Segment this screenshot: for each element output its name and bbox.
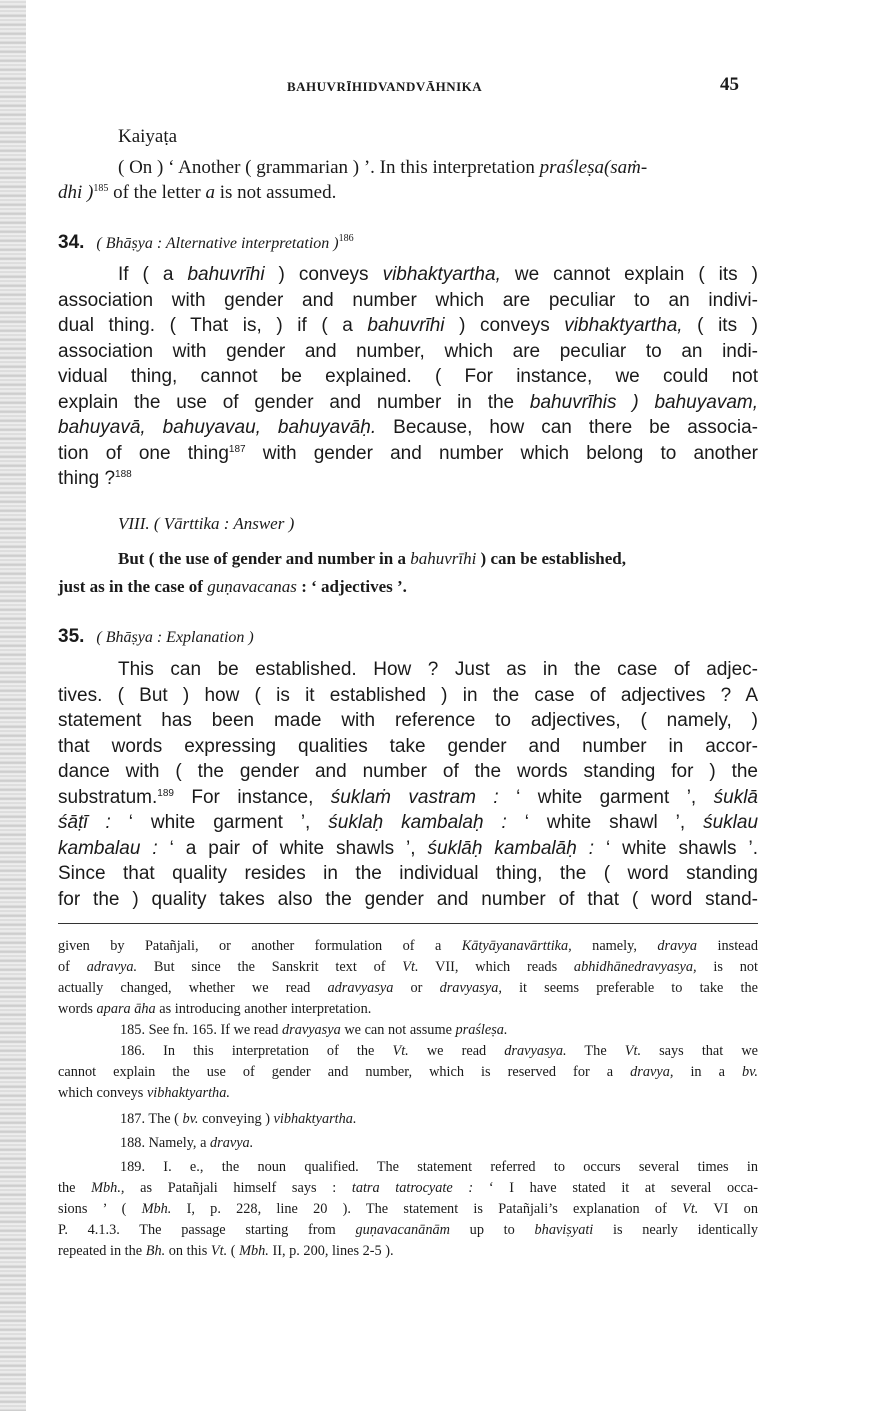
text: is not bbox=[696, 959, 758, 975]
term: abhidhānedravyasya, bbox=[573, 959, 697, 975]
term: dravyasya bbox=[281, 1022, 341, 1038]
text: 187. The ( bbox=[120, 1111, 183, 1127]
text: we can not assume bbox=[340, 1022, 456, 1038]
fn-cont-line-4 bbox=[58, 999, 758, 1020]
section-number: 34. bbox=[58, 232, 85, 253]
kaiyata-section bbox=[58, 124, 758, 205]
text: thing ? bbox=[58, 468, 116, 489]
text: If ( a bbox=[118, 264, 188, 285]
footnote-186-line-3 bbox=[58, 1083, 758, 1104]
term: praśleṣa. bbox=[455, 1022, 508, 1038]
varttika-line-2 bbox=[58, 573, 758, 601]
term: śuklau bbox=[703, 812, 759, 833]
text: ‘ a pair of white shawls ’, bbox=[157, 837, 428, 859]
footnote-189-line-3 bbox=[58, 1199, 758, 1220]
section-35-heading bbox=[58, 626, 758, 648]
kaiyata-line-1 bbox=[58, 155, 758, 180]
footnote-ref: 185 bbox=[93, 183, 109, 194]
term: dravyasya, bbox=[439, 980, 502, 996]
term: Vt. bbox=[210, 1243, 228, 1259]
term: Vt. bbox=[682, 1201, 699, 1217]
fn-cont-line-3 bbox=[58, 978, 758, 999]
text: is nearly identically bbox=[593, 1222, 758, 1238]
term: śuklaḥ kambalaḥ : bbox=[328, 812, 507, 833]
fn-cont-line-2 bbox=[58, 957, 758, 978]
term: adravya. bbox=[86, 959, 138, 975]
fn-cont-line-1 bbox=[58, 936, 758, 957]
text: ( its ) bbox=[682, 315, 758, 336]
term: Bh. bbox=[145, 1243, 166, 1259]
text: ( On ) ‘ Another ( grammarian ) ’. In this interpretation bbox=[118, 157, 540, 178]
term: śuklāḥ kambalāḥ : bbox=[427, 837, 595, 859]
text: : ‘ adjectives ’. bbox=[296, 577, 407, 596]
text: as introducing another interpretation. bbox=[155, 1001, 372, 1017]
text: sions ’ ( bbox=[58, 1201, 142, 1217]
term: bahuyavā, bahuyavau, bahuyavāḥ. bbox=[58, 417, 377, 438]
term: śuklaṁ vastram : bbox=[330, 786, 499, 808]
text: we read bbox=[408, 1043, 505, 1059]
s35-line-3: statement has been made with reference to adjectives, ( namely, ) bbox=[58, 710, 758, 731]
term: Kātyāyanavārttika, bbox=[461, 938, 572, 954]
term: bv. bbox=[182, 1111, 199, 1127]
text: For instance, bbox=[173, 786, 331, 808]
text: we cannot explain ( its ) bbox=[500, 264, 759, 285]
text: P. 4.1.3. The passage starting from bbox=[58, 1222, 356, 1238]
text: of bbox=[58, 959, 87, 975]
varttika-text bbox=[58, 545, 758, 601]
s34-line-9 bbox=[58, 466, 758, 492]
term: bahuvrīhi bbox=[410, 549, 477, 568]
text: it seems preferable to take the bbox=[501, 980, 758, 996]
footnote-ref: 186 bbox=[338, 233, 354, 244]
text: ‘ white garment ’, bbox=[110, 812, 329, 833]
section-34-body bbox=[58, 262, 758, 492]
s35-line-1: This can be established. How ? Just as in the case of adjec- bbox=[118, 659, 758, 680]
s34-line-1 bbox=[58, 262, 758, 288]
s34-line-5: vidual thing, cannot be explained. ( For instance, we could not bbox=[58, 366, 758, 387]
s34-line-6 bbox=[58, 390, 758, 416]
term: Mbh., bbox=[91, 1180, 125, 1196]
text: just as in the case of bbox=[58, 577, 208, 596]
term: dravya, bbox=[630, 1064, 674, 1080]
running-title: BAHUVRĪHIDVANDVĀHNIKA bbox=[287, 79, 483, 94]
text: 188. Namely, a bbox=[120, 1135, 210, 1151]
section-34-heading bbox=[58, 232, 758, 254]
section-label: ( Bhāṣya : Alternative interpretation ) bbox=[96, 235, 339, 252]
text: repeated in the bbox=[58, 1243, 146, 1259]
text: ( bbox=[227, 1243, 240, 1259]
term: tatra tatrocyate : bbox=[351, 1180, 474, 1196]
text: ‘ I have stated it at several occa- bbox=[473, 1180, 758, 1196]
term: bahuvrīhi bbox=[187, 264, 265, 285]
text: Because, how can there be associa- bbox=[376, 417, 758, 438]
text: namely, bbox=[571, 938, 658, 954]
term: dravya. bbox=[210, 1135, 254, 1151]
term: adravyasya bbox=[327, 980, 394, 996]
footnote-187 bbox=[58, 1109, 758, 1130]
footnote-188 bbox=[58, 1133, 758, 1154]
text: ‘ white shawls ’. bbox=[594, 837, 758, 859]
footnote-divider bbox=[58, 923, 758, 924]
s34-line-3 bbox=[58, 313, 758, 339]
term: apara āha bbox=[96, 1001, 156, 1017]
s34-line-7 bbox=[58, 415, 758, 441]
s35-line-2: tives. ( But ) how ( is it established ) in the case of adjectives ? A bbox=[58, 684, 758, 706]
footnotes bbox=[58, 936, 758, 1262]
footnote-ref: 187 bbox=[228, 443, 246, 455]
text: on this bbox=[165, 1243, 211, 1259]
s34-line-2: association with gender and number which are peculiar to an indivi- bbox=[58, 289, 758, 311]
text: ‘ white garment ’, bbox=[498, 786, 714, 808]
s35-line-9: Since that quality resides in the individual thing, the ( word standing bbox=[58, 863, 758, 884]
footnote-189-line-4 bbox=[58, 1220, 758, 1241]
kaiyata-title: Kaiyaṭa bbox=[118, 126, 178, 147]
kaiyata-line-2 bbox=[58, 180, 758, 205]
footnote-189-line-1: 189. I. e., the noun qualified. The statement referred to occurs several times in bbox=[120, 1159, 758, 1175]
text: says that we bbox=[641, 1043, 759, 1059]
term: kambalau : bbox=[58, 837, 158, 859]
varttika-line-1 bbox=[58, 545, 758, 573]
term: bahuvrīhis ) bahuyavam, bbox=[529, 391, 758, 413]
term: bahuvrīhi bbox=[367, 315, 445, 336]
term: praśleṣa(saṁ- bbox=[539, 157, 648, 178]
section-label: ( Bhāṣya : Explanation ) bbox=[96, 629, 254, 646]
term: a bbox=[205, 182, 215, 203]
term: vibhaktyartha, bbox=[564, 315, 683, 336]
text: given by Patañjali, or another formulation of a bbox=[58, 938, 462, 954]
s35-line-10: for the ) quality takes also the gender and number of that ( word stand- bbox=[58, 888, 758, 910]
text: in a bbox=[673, 1064, 742, 1080]
term: śāṭī : bbox=[58, 812, 111, 833]
term: guṇavacanas bbox=[207, 577, 297, 596]
text: II, p. 200, lines 2-5 ). bbox=[268, 1243, 394, 1259]
text: of the letter bbox=[108, 182, 206, 203]
s34-line-4: association with gender and number, which are peculiar to an indi- bbox=[58, 340, 758, 362]
text: dual thing. ( That is, ) if ( a bbox=[58, 315, 368, 336]
text: I, p. 228, line 20 ). The statement is Patañjali’s explanation of bbox=[171, 1201, 683, 1217]
footnote-186-line-2 bbox=[58, 1062, 758, 1083]
text: VII, which reads bbox=[418, 959, 574, 975]
s35-line-6 bbox=[58, 785, 758, 811]
term: Vt. bbox=[392, 1043, 409, 1059]
text: explain the use of gender and number in the bbox=[58, 391, 530, 413]
term: guṇavacanānām bbox=[355, 1222, 450, 1238]
section-35-body bbox=[58, 657, 758, 912]
text: 185. See fn. 165. If we read bbox=[120, 1022, 282, 1038]
term: Mbh. bbox=[239, 1243, 269, 1259]
term: dravya bbox=[657, 938, 698, 954]
text: words bbox=[58, 1001, 97, 1017]
term: vibhaktyartha. bbox=[273, 1111, 357, 1127]
text: VI on bbox=[698, 1201, 758, 1217]
footnote-ref: 188 bbox=[115, 469, 132, 480]
term: Mbh. bbox=[141, 1201, 172, 1217]
s35-line-8 bbox=[58, 836, 758, 862]
text: 186. In this interpretation of the bbox=[120, 1043, 393, 1059]
text: But since the Sanskrit text of bbox=[137, 959, 403, 975]
text: which conveys bbox=[58, 1085, 147, 1101]
footnote-ref: 189 bbox=[157, 787, 174, 799]
term: śuklā bbox=[713, 786, 758, 808]
text: The bbox=[566, 1043, 625, 1059]
term: vibhaktyartha, bbox=[382, 264, 501, 285]
term: dravyasya. bbox=[504, 1043, 567, 1059]
footnote-189-line-5 bbox=[58, 1241, 758, 1262]
s35-line-7 bbox=[58, 810, 758, 836]
term: bhaviṣyati bbox=[534, 1222, 594, 1238]
s34-line-8 bbox=[58, 441, 758, 467]
text: instead bbox=[697, 938, 759, 954]
text: or bbox=[393, 980, 440, 996]
text: the bbox=[58, 1180, 92, 1196]
footnote-186-line-1 bbox=[58, 1041, 758, 1062]
term: vibhaktyartha. bbox=[146, 1085, 230, 1101]
footnote-189-line-2 bbox=[58, 1178, 758, 1199]
s35-line-5: dance with ( the gender and number of the words standing for ) the bbox=[58, 761, 758, 782]
term: dhi ) bbox=[58, 182, 94, 203]
text: ) can be established, bbox=[476, 549, 627, 568]
text: But ( the use of gender and number in a bbox=[118, 549, 411, 568]
text: conveying ) bbox=[198, 1111, 274, 1127]
text: as Patañjali himself says : bbox=[124, 1180, 352, 1196]
footnote-185 bbox=[58, 1020, 758, 1041]
text: ‘ white shawl ’, bbox=[506, 812, 704, 833]
text: is not assumed. bbox=[214, 182, 337, 203]
term: bv. bbox=[741, 1064, 758, 1080]
term: Vt. bbox=[624, 1043, 642, 1059]
page-number: 45 bbox=[720, 74, 739, 95]
text: substratum. bbox=[58, 786, 158, 808]
section-number: 35. bbox=[58, 626, 85, 647]
text: tion of one thing bbox=[58, 442, 229, 464]
text: ) conveys bbox=[264, 264, 383, 285]
varttika-heading: VIII. ( Vārttika : Answer ) bbox=[118, 514, 295, 533]
text: ) conveys bbox=[444, 315, 565, 336]
text: cannot explain the use of gender and number, which is reserved for a bbox=[58, 1064, 631, 1080]
text: actually changed, whether we read bbox=[58, 980, 328, 996]
s35-line-4: that words expressing qualities take gender and number in accor- bbox=[58, 735, 758, 757]
text: up to bbox=[449, 1222, 535, 1238]
text: with gender and number which belong to another bbox=[245, 442, 758, 464]
term: Vt. bbox=[402, 959, 419, 975]
